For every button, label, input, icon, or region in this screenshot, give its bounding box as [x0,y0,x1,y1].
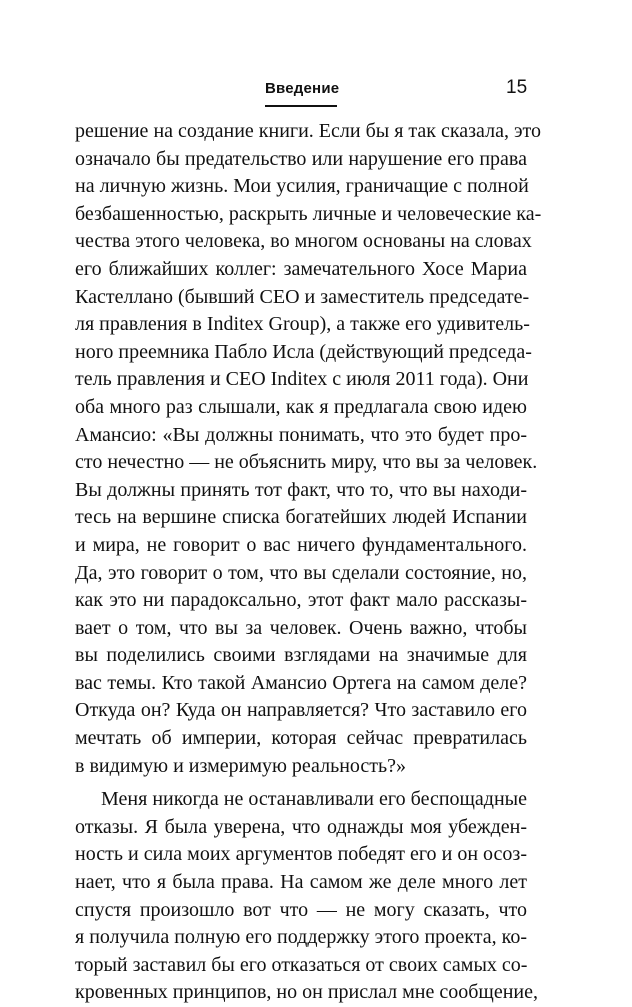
body-text [75,118,542,1007]
text-line: вас темы. Кто такой Амансио Ортега на самом деле? [75,671,527,694]
running-header [0,74,632,114]
paragraph [75,786,538,1007]
chapter-title: Введение [265,80,340,97]
text-line: сто нечестно — не объяснить миру, что вы за человек. [75,451,538,474]
text-line: вает о том, что вы за человек. Очень важно, чтобы [75,616,527,639]
text-line: ность и сила моих аргументов победят его и он осоз- [75,843,527,866]
text-line: Откуда он? Куда он направляется? Что заставило его [75,699,527,722]
text-line: Амансио: «Вы должны понимать, что это будет про- [75,423,527,446]
text-line: тесь на вершине списка богатейших людей Испании [75,506,527,529]
text-line: Кастеллано (бывший CEO и заместитель председате- [75,285,530,308]
text-line: ля правления в Inditex Group), а также его удивитель- [75,313,530,336]
text-line: тель правления и CEO Inditex с июля 2011 года). Они [75,368,529,391]
text-line: оба много раз слышали, как я предлагала свою идею [75,395,527,418]
text-line: ного преемника Пабло Исла (действующий председа- [75,340,532,363]
text-line: в видимую и измеримую реальность?» [75,754,407,777]
text-line: безбашенностью, раскрыть личные и человеческие ка- [75,202,542,225]
text-line: отказы. Я была уверена, что однажды моя убежден- [75,815,527,838]
paragraph [75,118,542,780]
text-line: Вы должны принять тот факт, что то, что вы находи- [75,478,527,501]
text-line: вы поделились своими взглядами на значимые для [75,644,527,667]
text-line: мечтать об империи, которая сейчас превратилась [75,727,527,750]
text-line: его ближайших коллег: замечательного Хосе Мариа [75,257,527,280]
text-line: я получила полную его поддержку этого проекта, ко- [75,926,527,949]
text-line: и мира, не говорит о вас ничего фундаментального. [75,533,527,556]
page-number: 15 [506,77,528,98]
text-line: на личную жизнь. Мои усилия, граничащие с полной [75,175,529,198]
text-line: означало бы предательство или нарушение его права [75,147,527,170]
text-line: Да, это говорит о том, что вы сделали состояние, но, [75,561,527,584]
text-line: спустя произошло вот что — не могу сказать, что [75,898,527,921]
text-line: как это ни парадоксально, этот факт мало рассказы- [75,589,527,612]
text-line: кровенных принципов, но он прислал мне сообщение, [75,981,538,1004]
text-line: Меня никогда не останавливали его беспощадные [101,788,527,811]
text-line: торый заставил бы его отказаться от своих самых со- [75,953,528,976]
text-line: решение на создание книги. Если бы я так сказала, это [75,120,542,142]
text-line: нает, что я была права. На самом же деле много лет [75,871,527,894]
text-line: чества этого человека, во многом основаны на словах [75,230,532,253]
header-underline [265,105,337,107]
